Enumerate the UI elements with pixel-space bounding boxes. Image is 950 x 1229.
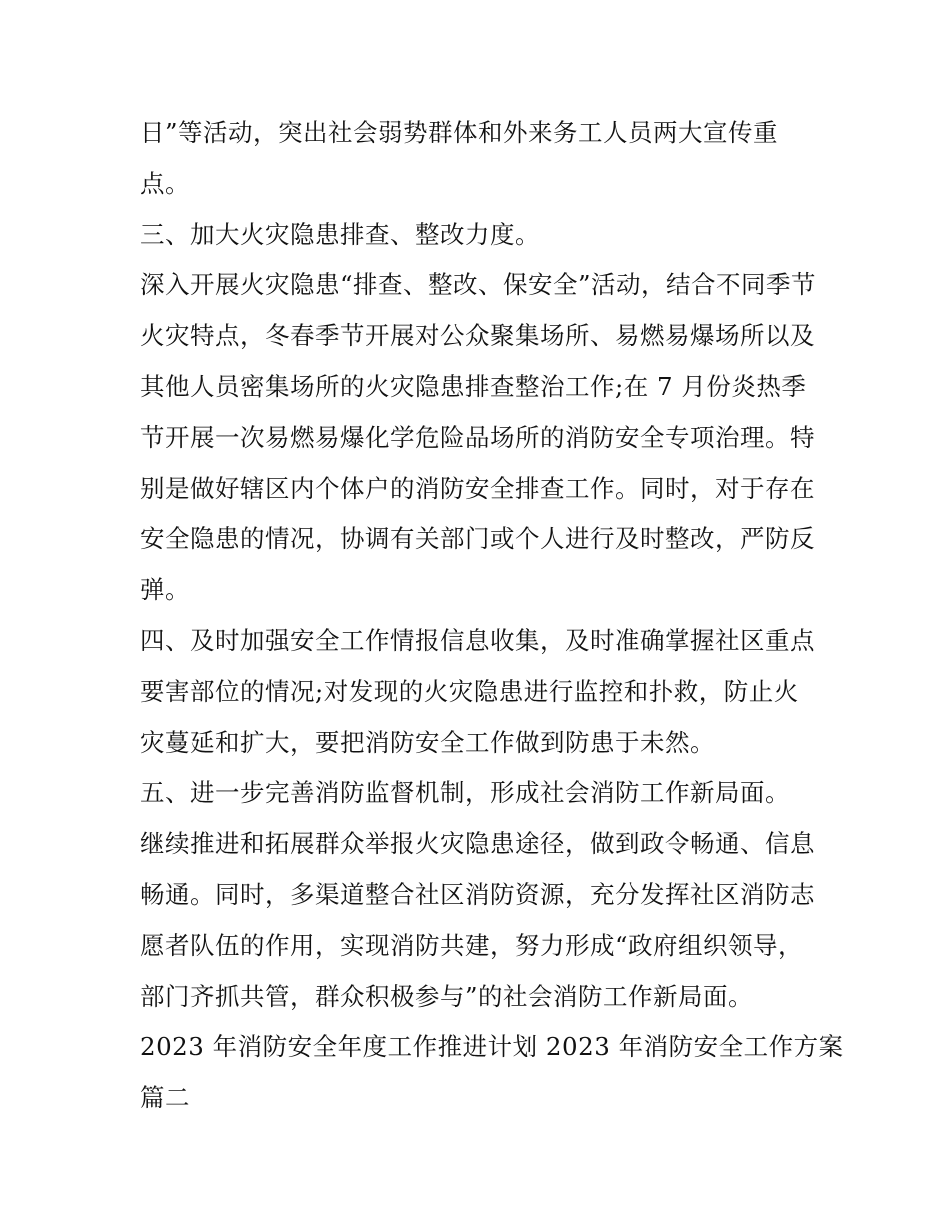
text-line: 火灾特点，冬春季节开展对公众聚集场所、易燃易爆场所以及: [140, 321, 815, 351]
text-line: 继续推进和拓展群众举报火灾隐患途径，做到政令畅通、信息: [140, 829, 815, 859]
text-line: 别是做好辖区内个体户的消防安全排查工作。同时，对于存在: [140, 473, 815, 503]
document-body: [140, 108, 844, 1124]
text-line: 愿者队伍的作用，实现消防共建，努力形成“政府组织领导，: [140, 930, 804, 960]
text-line: 要害部位的情况;对发现的火灾隐患进行监控和扑救，防止火: [140, 676, 799, 706]
text-line: 其他人员密集场所的火灾隐患排查整治工作;在 7 月份炎热季: [140, 371, 807, 401]
text-line: 节开展一次易燃易爆化学危险品场所的消防安全专项治理。特: [140, 422, 815, 452]
text-line: 弹。: [140, 575, 190, 605]
text-line: 部门齐抓共管，群众积极参与”的社会消防工作新局面。: [140, 981, 754, 1011]
text-line: 日”等活动，突出社会弱势群体和外来务工人员两大宣传重: [140, 118, 779, 147]
document-subtitle: 篇二: [140, 1083, 190, 1113]
text-line: 点。: [140, 168, 190, 198]
section-heading: 四、及时加强安全工作情报信息收集，及时准确掌握社区重点: [140, 625, 815, 655]
section-heading: 三、加大火灾隐患排查、整改力度。: [140, 219, 540, 249]
text-line: 安全隐患的情况，协调有关部门或个人进行及时整改，严防反: [140, 524, 815, 554]
text-line: 深入开展火灾隐患“排查、整改、保安全”活动，结合不同季节: [140, 270, 817, 300]
section-heading: 五、进一步完善消防监督机制，形成社会消防工作新局面。: [140, 778, 790, 808]
document-title: 2023 年消防安全年度工作推进计划 2023 年消防安全工作方案: [140, 1032, 844, 1062]
text-line: 畅通。同时，多渠道整合社区消防资源，充分发挥社区消防志: [140, 879, 815, 909]
text-line: 灾蔓延和扩大，要把消防安全工作做到防患于未然。: [140, 727, 715, 757]
